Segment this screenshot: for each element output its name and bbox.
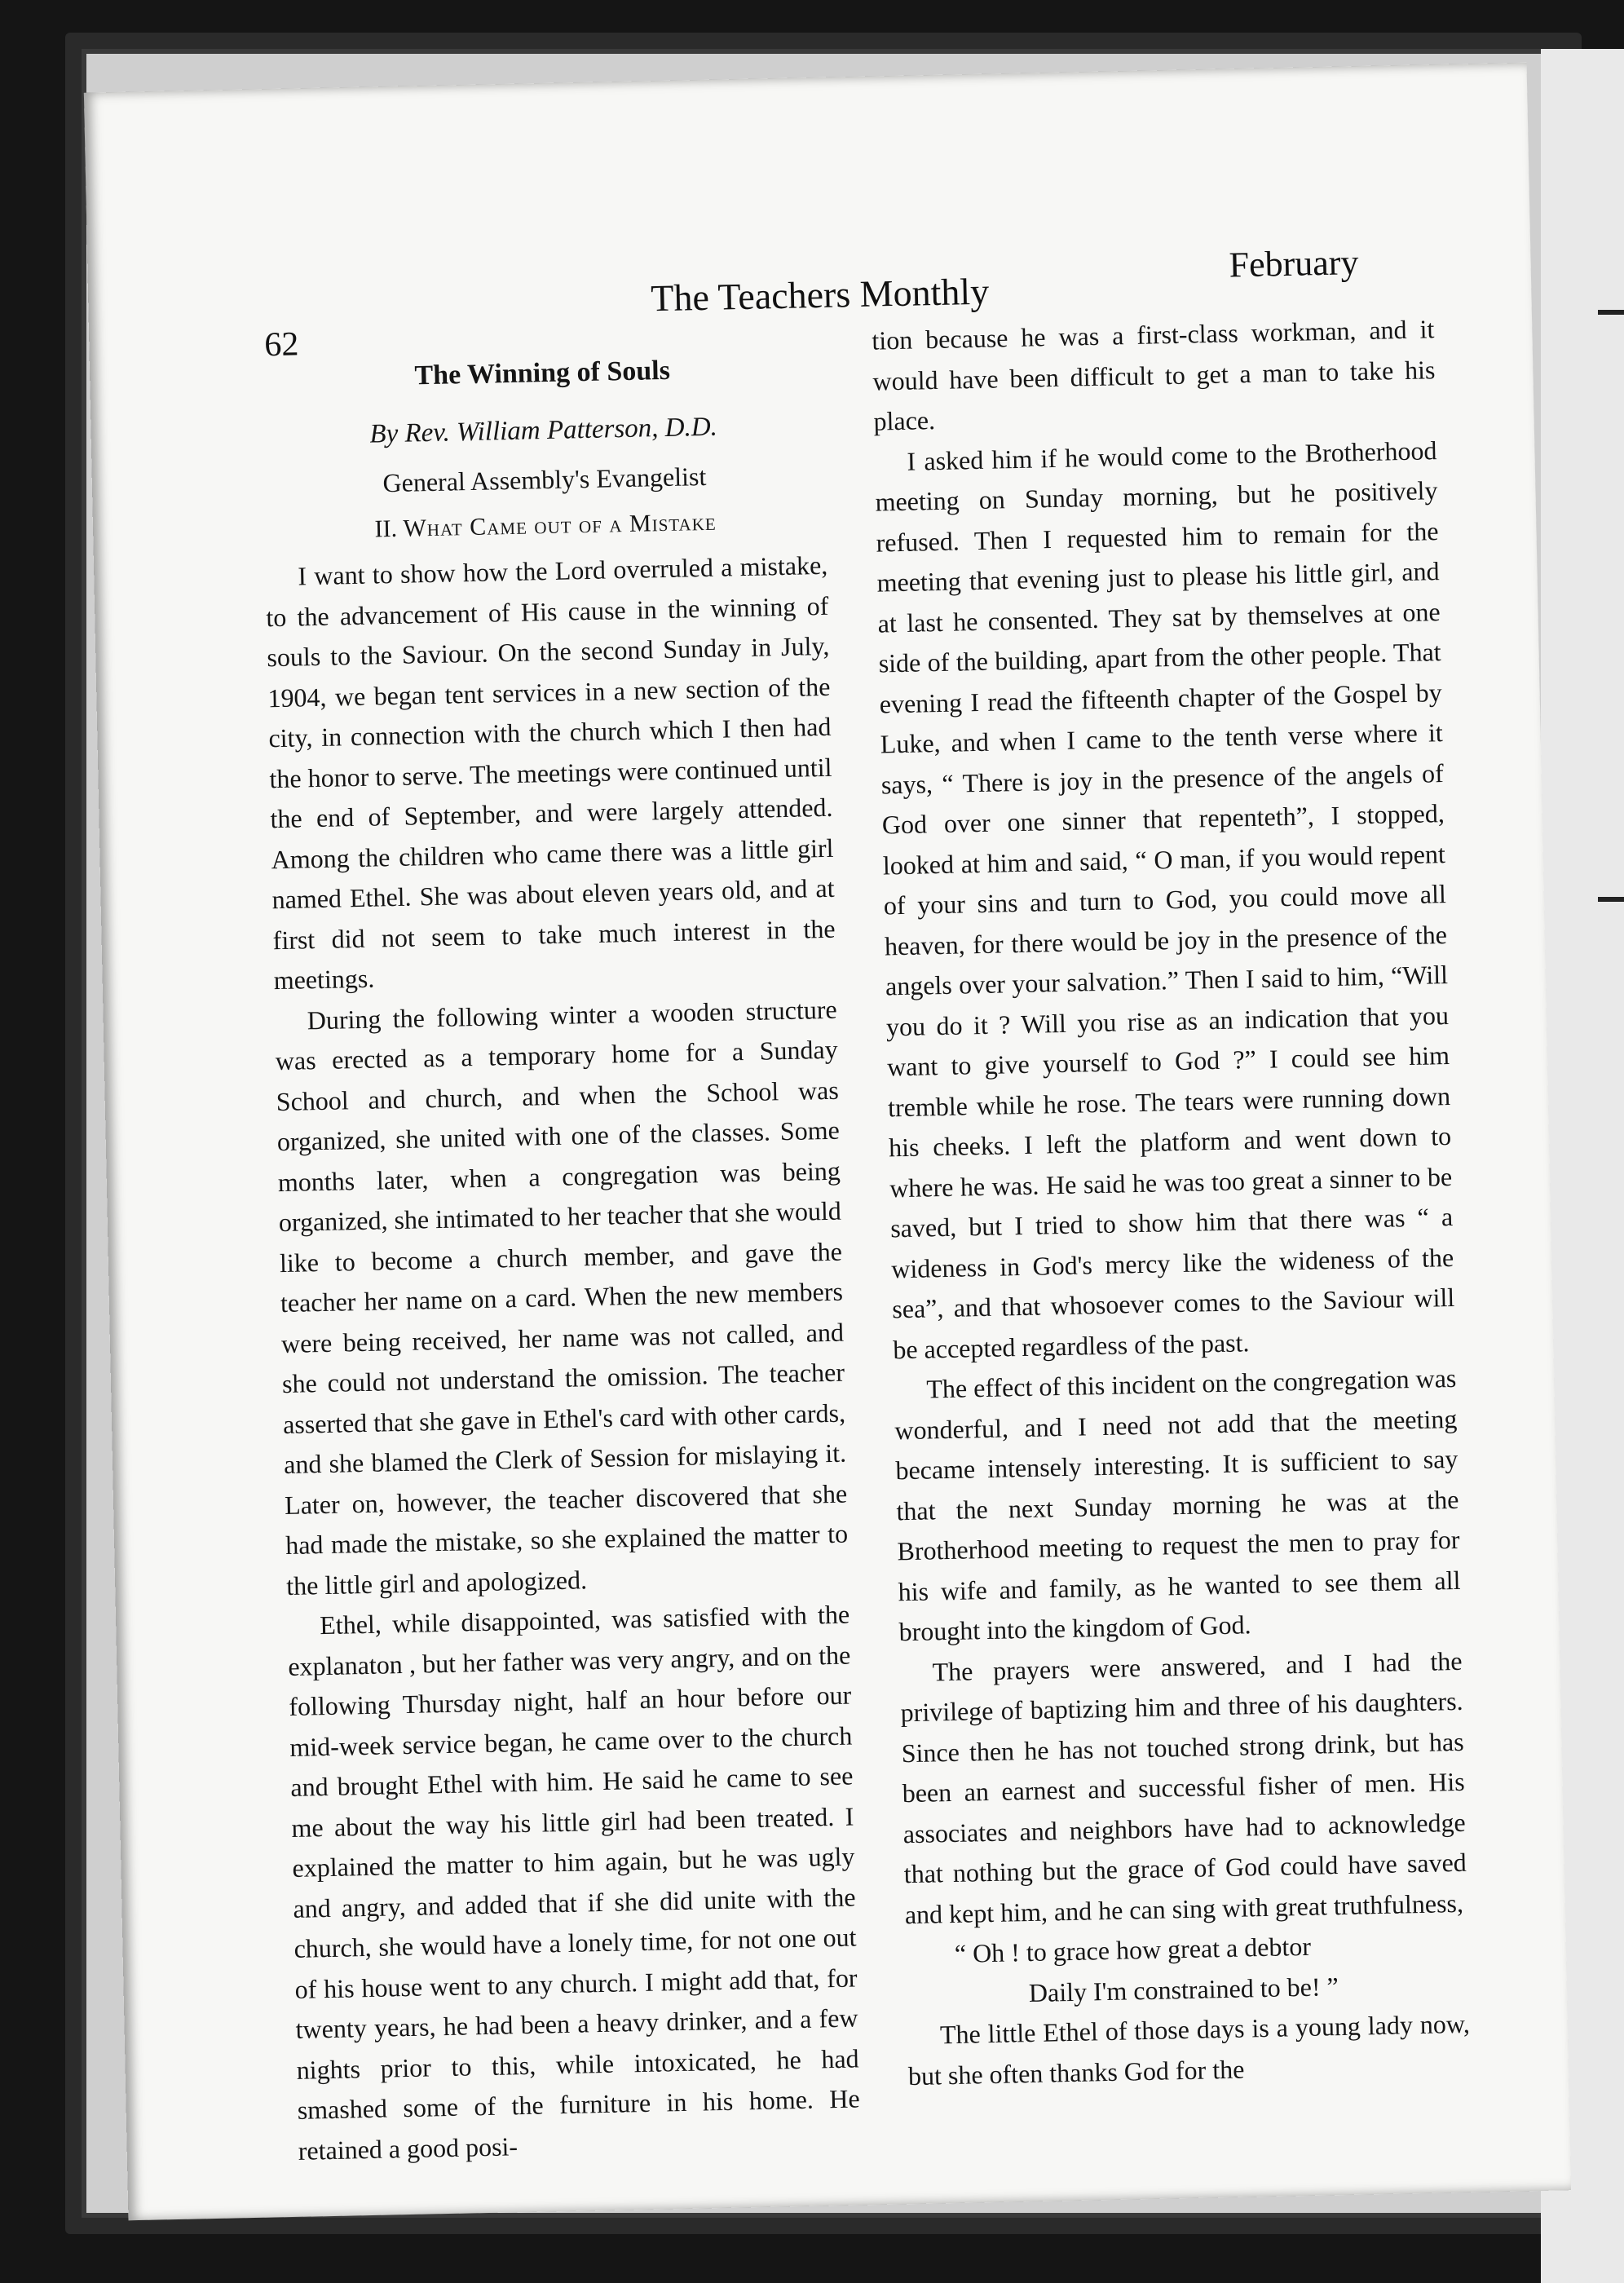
document-page	[84, 63, 1571, 2220]
paragraph: Ethel, while disappointed, was satisfied with the explanaton , but her father was very angry, and on the following Thursday night, half an hour before our mid-week service began, he came over to the church and brought Ethel with him. He said he came to see me about the way his little girl had been treated. I explained the matter to him again, but he was ugly and angry, and added that if she did unite with the church, she would have a lonely time, for not one out of his house went to any church. I might add that, for twenty years, he had been a heavy drinker, and a few nights prior to this, while intoxicated, he had smashed some of the furniture in his home. He retained a good posi-	[287, 1599, 860, 2166]
issue-month: February	[1229, 242, 1359, 285]
paragraph: The prayers were answered, and I had the privilege of baptizing him and three of his daughters. Since then he has not touched strong drink, but has been an earnest and successful fisher of men. His associates and neighbors have had to acknowledge that nothing but the grace of God could have saved and kept him, and he can sing with great truthfulness,	[900, 1645, 1467, 1929]
paragraph: I want to show how the Lord overruled a mistake, to the advancement of His cause in the winning of souls to the Saviour. On the second Sunday in July, 1904, we began tent services in a new section of the city, in connection with the church which I then had the honor to serve. The meetings were continued until the end of September, and were largely attended. Among the children who came there was a little girl named Ethel. She was about eleven years old, and at first did not seem to take much interest in the meetings.	[266, 550, 836, 996]
running-title: The Teachers Monthly	[650, 270, 990, 320]
hymn-verse-line: Daily I'm constrained to be! ”	[1028, 1971, 1339, 2007]
paragraph: tion because he was a first-class workman, and it would have been difficult to get a man to take his place.	[872, 314, 1436, 436]
page-tab-marker	[1598, 310, 1624, 315]
right-column	[872, 309, 1471, 2096]
article-title: The Winning of Souls	[414, 355, 671, 391]
paragraph: The effect of this incident on the congregation was wonderful, and I need not add that the meeting became intensely interesting. It is sufficient to say that the next Sunday morning he was at the Brotherhood meeting to request the men to pray for his wife and family, as he wanted to see them all brought into the kingdom of God.	[894, 1362, 1461, 1647]
hymn-verse-line: “ Oh ! to grace how great a debtor	[954, 1931, 1312, 1968]
paragraph: I asked him if he would come to the Brotherhood meeting on Sunday morning, but he positively refused. Then I requested him to remain for the meeting that evening just to please his little girl, and at last he consented. They sat by themselves at one side of the building, apart from the other people. That evening I read the fifteenth chapter of the Gospel by Luke, and when I came to the tenth verse where it says, “ There is joy in the presence of the angels of God over one sinner that repenteth”, I stopped, looked at him and said, “ O man, if you would repent of your sins and turn to God, you could move all heaven, for there would be joy in the presence of the angels over your salvation.” Then I said to him, “Will you do it ? Will you rise as an indication that you want to give yourself to God ?” I could see him tremble while he rose. The tears were running down his cheeks. I left the platform and went down to where he was. He said he was too great a sinner to be saved, but I tried to show him that there was “ a wideness in God's mercy like the wideness of the sea”, and that whosoever comes to the Saviour will be accepted regardless of the past.	[875, 435, 1455, 1364]
page-number: 62	[263, 325, 299, 364]
article-byline: By Rev. William Patterson, D.D.	[369, 412, 718, 449]
section-heading	[264, 500, 827, 552]
section-numeral: II.	[374, 514, 398, 543]
section-title: What Came out of a Mistake	[403, 508, 717, 542]
page-tab-marker	[1598, 897, 1624, 902]
paragraph: The little Ethel of those days is a young lady now, but she often thanks God for the	[907, 2008, 1471, 2091]
author-role: General Assembly's Evangelist	[382, 461, 707, 498]
left-column	[261, 347, 861, 2171]
paragraph: During the following winter a wooden structure was erected as a temporary home for a Sunday School and church, and when the School was organized, she united with one of the classes. Some months later, when a congregation was being organized, she intimated to her teacher that she would like to become a church member, and gave the teacher her name on a card. When the new members were being received, her name was not called, and she could not understand the omission. The teacher asserted that she gave in Ethel's card with other cards, and she blamed the Clerk of Session for mislaying it. Later on, however, the teacher discovered that she had made the mistake, so she explained the matter to the little girl and apologized.	[275, 994, 849, 1601]
